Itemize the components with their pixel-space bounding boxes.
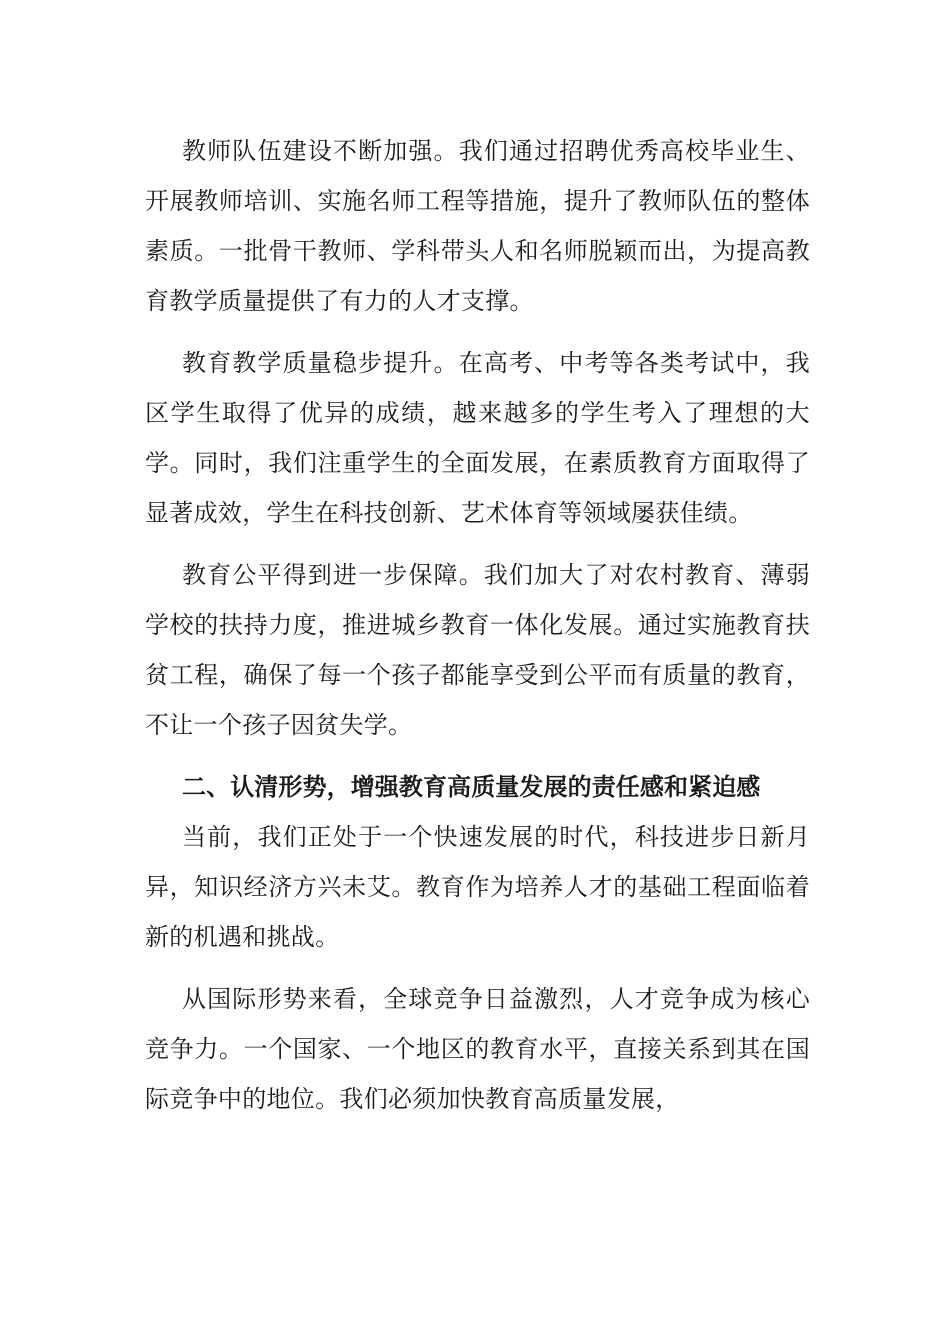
document-page (145, 126, 810, 1136)
section-heading: 二、认清形势，增强教育高质量发展的责任感和紧迫感 (182, 773, 761, 801)
paragraph-current-era: 当前，我们正处于一个快速发展的时代，科技进步日新月异，知识经济方兴未艾。教育作为培养人才的基础工程面临着新的机遇和挑战。 (145, 823, 810, 951)
paragraph-teaching-quality: 教育教学质量稳步提升。在高考、中考等各类考试中，我区学生取得了优异的成绩，越来越多的学生考入了理想的大学。同时，我们注重学生的全面发展，在素质教育方面取得了显著成效，学生在科技创新、艺术体育等领域屡获佳绩。 (145, 349, 810, 527)
paragraph-education-equity: 教育公平得到进一步保障。我们加大了对农村教育、薄弱学校的扶持力度，推进城乡教育一体化发展。通过实施教育扶贫工程，确保了每一个孩子都能享受到公平而有质量的教育，不让一个孩子因贫失学。 (145, 561, 810, 739)
paragraph-international-situation: 从国际形势来看，全球竞争日益激烈，人才竞争成为核心竞争力。一个国家、一个地区的教育水平，直接关系到其在国际竞争中的地位。我们必须加快教育高质量发展， (145, 985, 810, 1113)
paragraph-teacher-team: 教师队伍建设不断加强。我们通过招聘优秀高校毕业生、开展教师培训、实施名师工程等措施，提升了教师队伍的整体素质。一批骨干教师、学科带头人和名师脱颖而出，为提高教育教学质量提供了有力的人才支撑。 (145, 137, 810, 315)
